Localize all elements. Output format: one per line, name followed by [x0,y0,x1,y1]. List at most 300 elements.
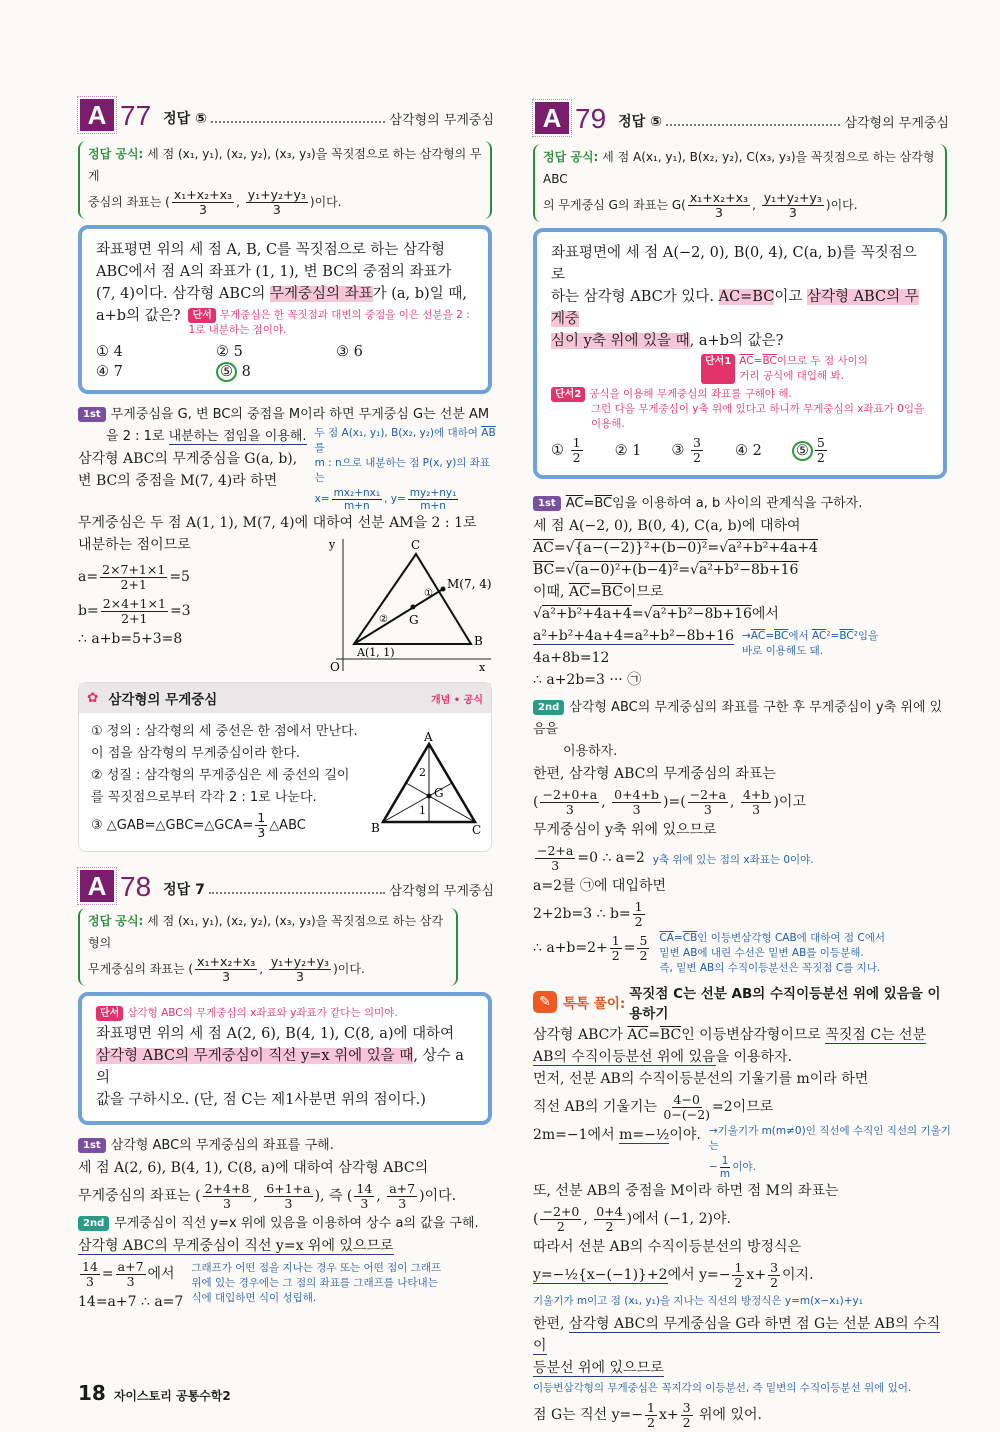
isosceles-note [659,931,951,976]
fraction [732,1261,744,1290]
text-line [78,1179,496,1213]
solution-lines [78,534,313,556]
overline-segment: $\overline{CA}$ [659,932,674,944]
right-column [533,98,951,1430]
text-run: , a+b의 값은? [689,333,784,349]
text-run: − [708,1161,718,1173]
text-run: (7, 4)이다. 삼각형 ABC의 [96,286,270,302]
highlighted-text: 심이 y축 위에 있을 때 [551,333,690,349]
step-badge: 2nd [78,1216,109,1231]
problem-header-78 [80,866,494,902]
vertex-c-label: C [411,538,421,552]
text-line [659,931,951,946]
ratio-1-label: ① [424,588,433,599]
distance-note [742,625,951,659]
denominator: 3 [788,205,797,220]
fraction [610,934,622,963]
text-run: 에서 [147,1266,175,1282]
choice-option: ① 4 [96,344,123,360]
text-line [78,1235,496,1257]
fraction [101,597,168,626]
text-run: ∴ a+b=5+3=8 [78,631,183,647]
answer-label: 정답 ⑤ [618,114,662,130]
hint-79-2 [551,387,929,432]
choice-option: ② 5 [216,344,243,360]
text-line [533,1357,951,1379]
text-run: 한편, [533,1316,569,1332]
denominator: 3 [284,1195,293,1211]
text-run: m : n으로 내분하는 점 P(x, y)의 좌표는 [314,457,491,484]
text-run: 한편, 삼각형 ABC의 무게중심의 좌표는 [533,766,776,782]
text-run: 식에 대입하면 식이 성립해. [191,1292,317,1304]
solution-lines [533,841,645,875]
text-line [551,286,929,330]
fraction [688,788,728,817]
text-run: ²임을 [853,630,879,642]
numerator: y₁+y₂+y₃ [247,187,306,202]
text-run: 하는 삼각형 ABC가 있다. [551,289,719,305]
concept-box [78,682,492,852]
numerator: 6+1+a [266,1180,311,1196]
text-run: 그래프가 어떤 점을 지나는 경우 또는 어떤 점이 그래프 [191,1262,442,1274]
problem-text [96,305,180,327]
text-line [533,581,951,603]
text-run: 를 꼭짓점으로부터 각각 2 : 1로 나눈다. [91,790,317,805]
text-run: = [631,606,644,622]
text-run: 4a+8b=12 [533,650,610,666]
fraction [540,1205,581,1234]
solution-note-row [533,1124,951,1180]
fraction [768,1261,780,1290]
fraction [269,955,331,984]
overline-segment: $\overline{AC}$ [750,630,766,642]
text-run: 좌표평면에 세 점 A(−2, 0), B(0, 4), C(a, b)를 꼭짓점으로 [551,245,917,283]
text-run: x+ [746,1267,767,1283]
hint-tag: 단서2 [551,387,585,402]
text-run: = [765,630,774,642]
hint-text: 삼각형 ABC의 무게중심의 x좌표와 y좌표가 같다는 의미야. [127,1007,398,1019]
solution-note-row [533,625,951,669]
overline-segment: $\overline{AC}$ [568,584,590,600]
numerator: x₁+x₂+x₃ [197,954,256,969]
text-run: ∴ a+2b=3 ··· ㉠ [533,672,642,688]
numerator: 1 [611,932,620,948]
text-run: a=2를 ㉠에 대입하면 [533,878,667,894]
solution-lines [78,1157,496,1213]
denominator: 3 [398,1195,407,1211]
text-run: 내분하는 점이므로 [78,537,191,553]
text-line [533,785,951,819]
text-line [533,1090,951,1124]
numerator: 0+4+b [614,786,660,802]
text-run: 위에 있는 경우에는 그 점의 좌표를 그래프를 나타내는 [191,1277,438,1289]
overline-segment: $\overline{AC}$ [565,496,584,511]
denominator: 2+1 [120,576,147,592]
text-line [78,448,307,470]
numerator: y₁+y₂+y₃ [270,954,330,969]
text-run: 에서 [788,630,812,642]
denominator: 2 [682,1414,691,1430]
text-run: )이다. [309,195,342,209]
text-run: , [752,198,760,212]
text-line [739,369,929,384]
underlined-text: a²+b²+4a+4=a²+b²−8b+16 [533,628,735,644]
fraction [100,563,167,592]
text-run: ( [533,1211,539,1227]
hint-text: 그런 다음 무게중심이 y축 위에 있다고 하니까 무게중심의 x좌표가 0임을 이용해. [591,403,925,430]
formula-label: 정답 공식: [543,150,599,164]
underlined-text: 꼭짓점 C는 선분 [825,1027,927,1043]
text-run: )이다. [825,198,858,212]
step-text [566,496,863,511]
square-root [566,562,678,578]
numerator: 2×4+1×1 [102,595,166,611]
choice-option: ④ 7 [96,364,123,380]
text-run: 에서 y=− [667,1267,731,1283]
text-line [533,537,951,559]
problem-header-77 [80,95,494,131]
step-badge: 1st [78,1138,106,1153]
text-line [533,1046,951,1068]
text-run: 이야. [732,1161,756,1173]
text-line [91,765,365,787]
fraction [691,436,703,465]
ratio-2: 2 [419,765,426,779]
concept-kind: 개념 • 공식 [431,694,483,706]
text-line [78,1157,496,1179]
step-badge: 2nd [533,700,564,715]
text-run: 인 이등변삼각형 CAB에 대하여 점 C에서 [697,932,886,944]
page-footer [78,1381,496,1405]
numerator: my₂+ny₁ [409,486,457,499]
centroid-diagram [371,730,483,835]
solution-77 [78,404,496,674]
square-root [719,540,818,556]
dotted-leader [666,124,840,126]
text-line [533,1068,951,1090]
centroid-label: G [409,613,419,627]
text-line [191,1276,496,1291]
denominator: 2 [611,947,620,963]
choice-option [671,436,705,465]
text-run: 좌표평면 위의 세 점 A, B, C를 꼭짓점으로 하는 삼각형 [96,242,446,258]
text-line [533,897,951,931]
text-run: 이지. [782,1267,814,1283]
problem-box-79 [533,228,947,479]
answer-circle-mark: ⑤ [216,362,237,382]
underlined-text: AB의 수직이등분선 위에 있음 [533,1049,716,1065]
vertex-m-label: M(7, 4) [447,577,492,591]
text-run: 먼저, 선분 AB의 수직이등분선의 기울기를 m이라 하면 [533,1071,869,1087]
choice-option: ③ 6 [336,344,363,360]
text-run: , [236,195,244,209]
text-run: ② 1 [614,442,642,459]
numerator: 4−0 [673,1091,700,1107]
text-line [543,146,937,190]
denominator: 3 [551,857,560,873]
text-run: ② 성질 : 삼각형의 무게중심은 세 중선의 길이 [91,768,350,783]
text-line [709,1154,951,1180]
solution-78 [78,1135,496,1313]
text-run: 두 점 A(x₁, y₁), B(x₂, y₂)에 대하여 [314,427,482,439]
denominator: 2 [605,1218,614,1234]
text-line [533,841,645,875]
denominator: 3 [85,1273,94,1289]
text-run: 변 BC의 중점을 M(7, 4)라 하면 [78,473,278,489]
overline-segment: $\overline{AC}$ [811,630,827,642]
hint-text [739,354,929,384]
numerator: −2+a [537,842,574,858]
text-run: ① 정의 : 삼각형의 세 중선은 한 점에서 만난다. [91,724,358,739]
text-run: ABC에서 점 A의 좌표가 (1, 1), 변 BC의 중점의 좌표가 [96,264,452,280]
text-run: 에서 [751,606,779,622]
solution-lines [533,515,951,625]
solution-lines [78,512,496,534]
text-run: a+b의 값은? [96,308,181,324]
solution-note-row [533,841,951,875]
text-run: 따라서 선분 AB의 수직이등분선의 방정식은 [533,1239,802,1255]
numerator: −2+a [689,786,727,802]
text-run: )=( [663,794,686,810]
text-line [96,261,474,283]
hint-78 [96,1006,474,1021]
fraction [408,487,459,512]
text-line [78,560,313,594]
concept-lines [91,721,365,843]
midpoint-m [441,587,446,592]
numerator: 0+4 [596,1203,623,1219]
solution-lines [533,669,951,691]
step-text: 삼각형 ABC의 무게중심의 좌표를 구해. [110,1138,334,1153]
numerator: mx₂+nx₁ [333,486,381,499]
denominator: 3 [752,801,761,817]
fraction [594,1205,624,1234]
text-line [91,721,365,743]
text-run: 또, 선분 AB의 중점을 M이라 하면 점 M의 좌표는 [533,1183,839,1199]
toktok-label: 톡톡 풀이: [563,996,626,1012]
radicand: (a−0)²+(b−4)² [574,562,679,578]
denominator: 3 [703,801,712,817]
formula-lines [88,910,448,984]
text-line [78,512,496,534]
numerator: 14 [356,1180,373,1196]
text-run: 이고 [774,289,807,305]
numerator: 5 [816,435,825,450]
text-line [78,628,313,650]
hint-79-1 [551,354,929,384]
text-line [533,1202,951,1236]
text-line [533,647,734,669]
text-line [659,961,951,976]
square-root [644,606,752,622]
toktok-icon: ✎ [533,991,557,1013]
step-underlined: 내분하는 점임을 이용해. [168,429,307,444]
graph-note [191,1257,496,1306]
text-run: = [753,355,763,367]
fraction [203,1182,252,1211]
denominator: m [719,1167,731,1180]
step-text: 무게중심을 G, 변 BC의 중점을 M이라 하면 무게중심 G는 선분 AM [110,407,490,422]
numerator: 1 [257,810,266,825]
fraction [612,788,661,817]
section-letter: A [80,870,114,902]
text-line [78,594,313,628]
text-line [88,910,448,954]
fraction [332,487,383,512]
problem-number: 77 [120,100,152,131]
text-run: 거리 공식에 대입해 봐. [739,370,844,382]
text-line [91,787,365,809]
section-formula-note [315,426,496,512]
text-run: ③ △GAB=△GBC=△GCA= [91,818,254,833]
numerator: a+7 [117,1258,144,1274]
numerator: 1 [721,1154,729,1167]
numerator: 3 [682,1399,691,1415]
text-line [315,456,496,486]
denominator: 2 [572,450,581,465]
denominator: 3 [565,801,574,817]
solution-lines [78,448,307,492]
denominator: 3 [360,1195,369,1211]
radicand: a²+b²−8b+16 [698,562,799,578]
fraction [645,1401,657,1430]
denominator: 3 [296,969,304,984]
denominator: 2 [639,947,648,963]
problem-text [96,239,474,305]
solution-lines [533,625,734,669]
text-line [543,190,937,220]
solution-79-step2 [533,697,951,976]
text-line [91,809,365,843]
text-run: 삼각형 ABC가 [533,1027,628,1043]
text-line [96,239,474,261]
text-run: = [583,496,595,511]
text-line [533,603,951,625]
text-run: = [589,584,602,600]
concept-title: 삼각형의 무게중심 [108,692,218,708]
solution-lines [533,1024,951,1124]
underlined-text: 등분선 위에 있으므로 [533,1360,664,1376]
text-line [533,625,734,647]
denominator: 2 [770,1274,779,1290]
fraction [762,191,824,220]
denominator: 3 [198,202,207,217]
numerator: 2+4+8 [204,1180,250,1196]
section-letter: A [80,99,114,131]
step-badge: 1st [78,407,106,422]
text-line [533,1258,951,1292]
fraction [535,844,575,873]
toktok-header [533,982,951,1022]
fraction [663,1093,710,1122]
text-run: = [673,932,683,944]
denominator: 2 [647,1414,655,1430]
hint-text: 무게중심은 한 꼭짓점과 대변의 중점을 이은 선분을 2 : 1로 내분하는 점이야. [188,309,470,336]
denominator: 3 [272,202,281,217]
text-line [78,1257,183,1291]
overline-segment: $\overline{BC}$ [594,496,613,511]
numerator: 4+b [742,786,770,802]
step-text: 무게중심이 직선 y=x 위에 있음을 이용하여 상수 a의 값을 구해. [114,1216,479,1231]
numerator: x₁+x₂+x₃ [689,190,749,205]
denominator: 3 [222,969,231,984]
text-run: =2이므로 [712,1099,774,1115]
problem-header-79 [535,98,949,134]
solution-lines [533,1398,951,1432]
choice-option [615,443,642,459]
text-run: ), 즉 ( [314,1188,353,1204]
text-run: 위에 있어. [694,1407,763,1423]
text-run: a= [78,569,99,585]
square-root [690,562,798,578]
text-line [533,669,951,691]
centroid-isosceles-note: 이등변삼각형의 무게중심은 꼭지각의 이등분선, 즉 밑변의 수직이등분선 위에 있어. [533,1382,912,1394]
text-line [315,486,496,512]
text-line [533,931,651,965]
problem-box-77 [78,225,492,394]
text-run: 무게중심의 좌표는 ( [78,1188,201,1204]
solution-note-row [533,931,951,976]
text-line [742,629,951,644]
text-run: ④ 2 [734,442,762,459]
text-run: ²= [826,630,840,642]
denominator: 3 [257,825,266,840]
denominator: 3 [222,1195,231,1211]
text-run: , 상수 a의 [96,1048,464,1086]
text-line [78,470,307,492]
numerator: a+7 [389,1180,416,1196]
choice-option [551,436,585,465]
underlined-text: m=−½ [619,1127,670,1143]
text-run: △ABC [269,818,306,833]
text-run: =3 [169,603,191,619]
text-run: , [583,1211,593,1227]
step-text: 을 2 : 1로 [106,429,169,444]
fraction [540,788,599,817]
solution-left [78,426,307,492]
numerator: y₁+y₂+y₃ [763,190,822,205]
triangle [354,554,471,644]
text-line [91,743,365,765]
text-line [533,763,951,785]
page-number: 18 [78,1381,106,1405]
numerator: −2+0+a [542,786,598,802]
text-run: =5 [169,569,190,585]
origin-label: O [330,660,340,674]
section-letter: A [535,102,569,134]
text-run: , [376,1188,386,1204]
answer-circle-mark: ⑤ [792,441,813,461]
text-line [96,1089,474,1111]
text-run: 바로 이용해도 돼. [742,645,824,657]
text-run: 이므로 [622,584,664,600]
overline-segment: $\overline{AC}$ [533,540,554,556]
text-line [659,946,951,961]
radicand: a²+b²+4a+4 [728,540,818,556]
centroid-point [411,605,416,610]
vertex-b-label: B [371,820,380,835]
text-line [88,143,482,187]
text-run: 좌표평면 위의 세 점 A(2, 6), B(4, 1), C(8, a)에 대하여 [96,1026,455,1042]
text-run: 14=a+7 ∴ a=7 [78,1294,184,1310]
denominator: 2 [634,913,643,929]
text-run: 무게중심은 두 점 A(1, 1), M(7, 4)에 대하여 선분 AM을 2 : 1로 [78,515,477,531]
step-text: 삼각형 ABC의 무게중심의 좌표를 구한 후 무게중심이 y축 위에 있음을 [533,700,943,737]
text-run: 을 이용하자. [715,1049,793,1065]
answer-formula-77 [78,141,492,219]
text-run: , [730,794,739,810]
text-line [533,1398,951,1432]
